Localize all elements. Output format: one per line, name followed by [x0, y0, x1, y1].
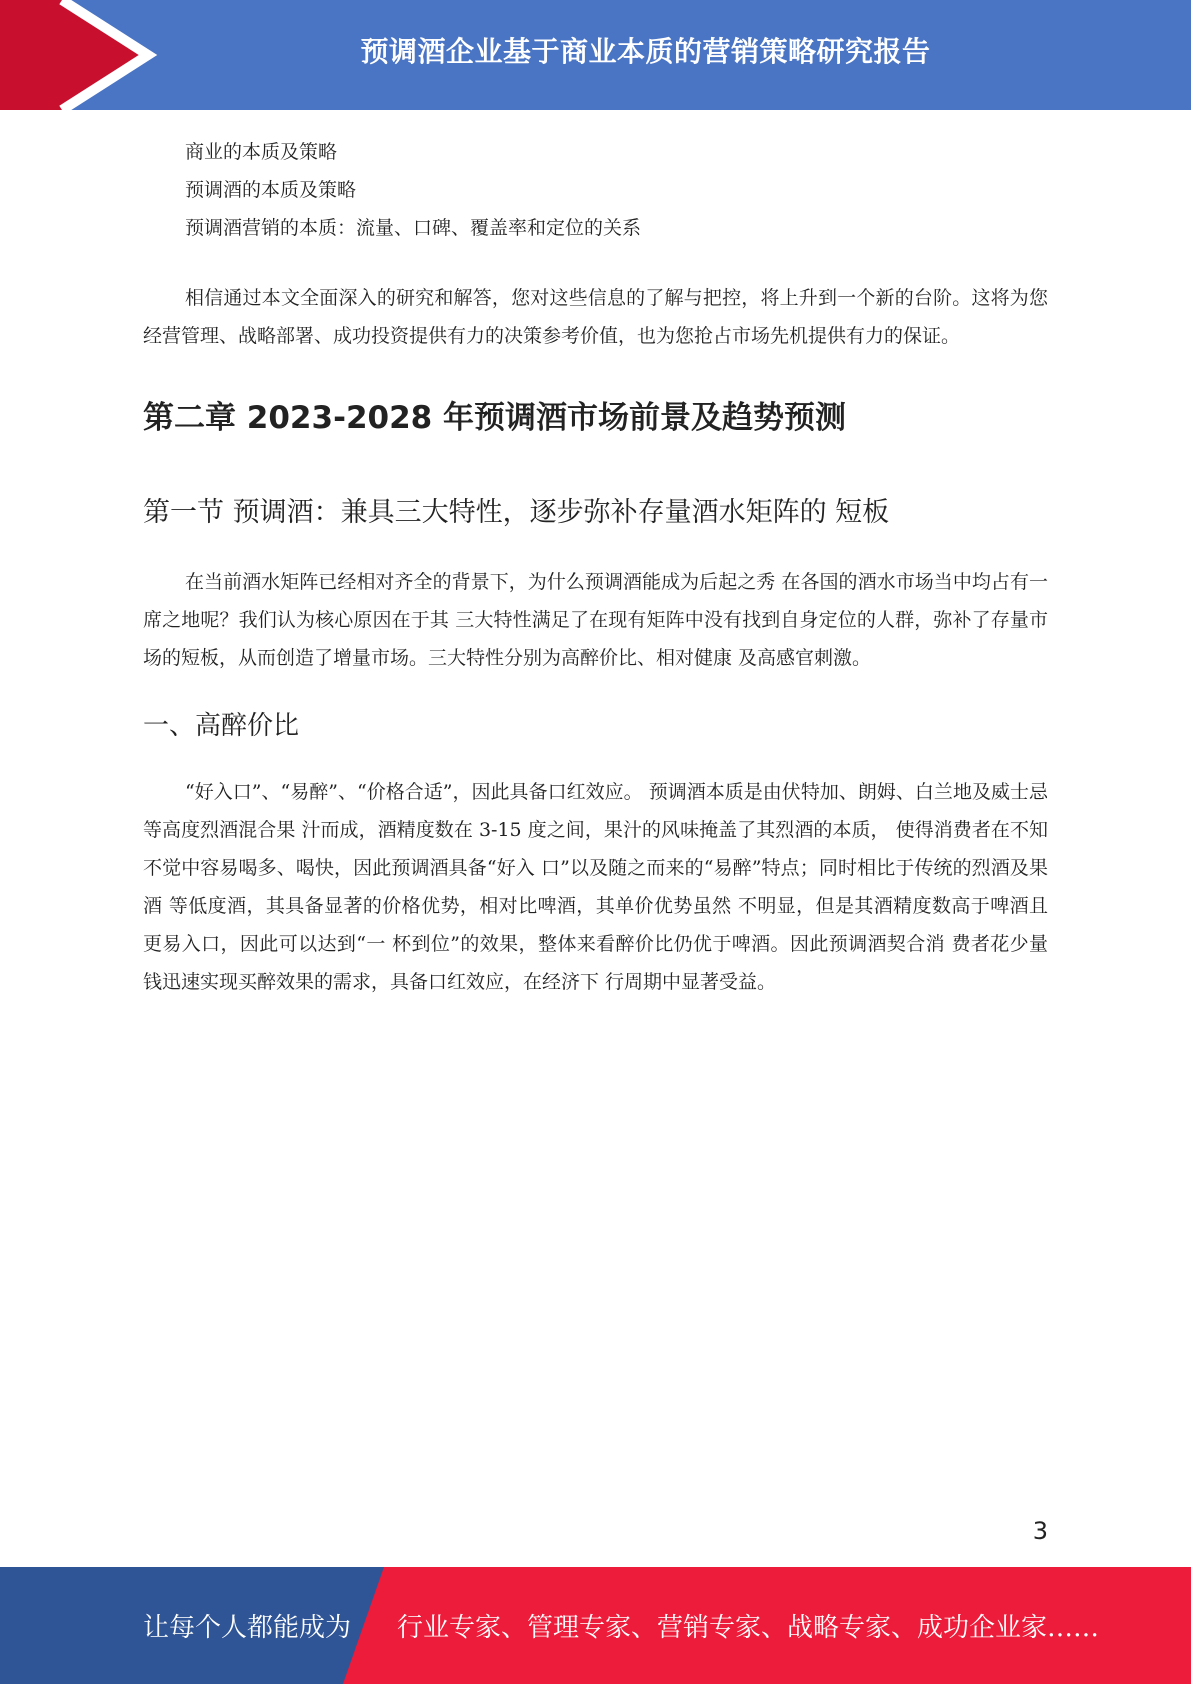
- report-title: 预调酒企业基于商业本质的营销策略研究报告: [360, 35, 931, 68]
- footer-slogan-right: 行业专家、管理专家、营销专家、战略专家、成功企业家……: [397, 1613, 1100, 1643]
- subsection-title: 一、高醉价比: [143, 711, 300, 741]
- intro-paragraph: 相信通过本文全面深入的研究和解答，您对这些信息的了解与把控，将上升到一个新的台阶。这将为您经营管理、战略部署、成功投资提供有力的决策参考价值，也为您抢占市场先机提供有力的保证。: [143, 287, 1048, 347]
- footer-slogan-left: 让每个人都能成为: [143, 1613, 352, 1643]
- toc-item-3: 预调酒营销的本质：流量、口碑、覆盖率和定位的关系: [185, 217, 642, 239]
- subsection-paragraph: “好入口”、“易醉”、“价格合适”，因此具备口红效应。 预调酒本质是由伏特加、朗姆、白兰地及威士忌等高度烈酒混合果 汁而成，酒精度数在 3-15 度之间，果汁的风味掩盖了其烈酒的本质， 使得消费者在不知不觉中容易喝多、喝快，因此预调酒具备“好入 口”以及随之而来的“易醉”特点；同时相比于传统的烈酒及果酒 等低度酒，其具备显著的价格优势，相对比啤酒，其单价优势虽然 不明显，但是其酒精度数高于啤酒且更易入口，因此可以达到“一 杯到位”的效果，整体来看醉价比仍优于啤酒。因此预调酒契合消 费者花少量钱迅速实现买醉效果的需求，具备口红效应，在经济下 行周期中显著受益。: [143, 781, 1048, 993]
- toc-item-1: 商业的本质及策略: [185, 141, 338, 163]
- section-paragraph: 在当前酒水矩阵已经相对齐全的背景下，为什么预调酒能成为后起之秀 在各国的酒水市场当中均占有一席之地呢？我们认为核心原因在于其 三大特性满足了在现有矩阵中没有找到自身定位的人群，弥补了存量市 场的短板，从而创造了增量市场。三大特性分别为高醉价比、相对健康 及高感官刺激。: [143, 571, 1048, 669]
- page-footer: [0, 1567, 1191, 1684]
- page-content: [143, 133, 1048, 1001]
- header-red-arrow: [0, 0, 148, 110]
- section-title: 第一节 预调酒：兼具三大特性，逐步弥补存量酒水矩阵的 短板: [143, 497, 890, 528]
- page-number: 3: [1032, 1517, 1048, 1545]
- chapter-title: 第二章 2023-2028 年预调酒市场前景及趋势预测: [143, 400, 847, 436]
- page-header: [0, 0, 1191, 110]
- toc-item-2: 预调酒的本质及策略: [185, 179, 357, 201]
